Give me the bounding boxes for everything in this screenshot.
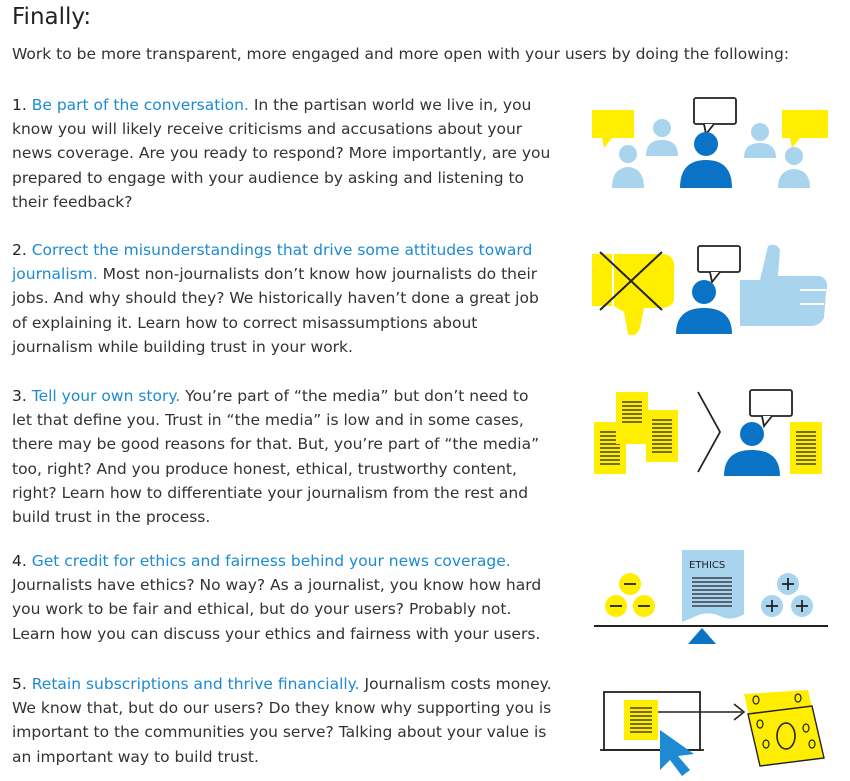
item-number: 5. (12, 675, 27, 693)
person-light-icon (646, 119, 678, 156)
person-dark-icon (724, 422, 780, 476)
thumbs-down-icon (592, 252, 674, 335)
item-number: 1. (12, 96, 27, 114)
document-icon (616, 392, 648, 444)
documents-story-illustration (588, 388, 832, 478)
computer-monitor-icon (600, 692, 704, 750)
speech-bubble-icon (750, 390, 792, 426)
money-bills-icon (744, 690, 824, 766)
document-icon (790, 422, 822, 474)
list-item-1 (12, 93, 552, 214)
plus-coin-icon (777, 573, 799, 595)
item-number: 3. (12, 387, 27, 405)
item-lead-link[interactable]: Retain subscriptions and thrive financially. (31, 675, 360, 693)
item-body: Most non-journalists don’t know how journalists do their jobs. And why should they? We historically haven’t done a great job of explaining it. Learn how to correct misassumptions about journalism while building trust in your work. (12, 265, 539, 356)
item-body: Journalists have ethics? No way? As a journalist, you know how hard you work to be fair and ethical, but do your users? Probably not. Learn how you can discuss your ethics and fairness with your users. (12, 576, 542, 643)
balance-fulcrum (688, 628, 716, 644)
person-light-icon (778, 147, 810, 188)
item-lead-link[interactable]: Tell your own story. (31, 387, 181, 405)
ethics-label: ETHICS (689, 560, 726, 571)
speech-bubble-icon (698, 246, 740, 282)
list-item-3 (12, 384, 552, 529)
item-body: In the partisan world we live in, you know you will likely receive criticisms and accusations about your news coverage. Are you ready to respond? More importantly, are you prepared to engage with your audience by asking and listening to their feedback? (12, 96, 551, 211)
page-title: Finally: (12, 4, 92, 30)
ethics-balance-illustration (592, 548, 832, 646)
speech-bubble-right-icon (782, 110, 828, 148)
list-item-4 (12, 549, 552, 646)
item-number: 2. (12, 241, 27, 259)
list-item-5 (12, 672, 552, 769)
item-lead-link[interactable]: Get credit for ethics and fairness behind your news coverage. (31, 552, 511, 570)
person-light-icon (744, 123, 776, 158)
speech-bubble-center-icon (694, 98, 736, 134)
item-body: Journalism costs money. We know that, but do our users? Do they know why supporting you is important to the communities you serve? Talking about your value is an important way to build trust. (12, 675, 552, 766)
person-light-icon (612, 145, 644, 188)
ethics-document-icon (682, 550, 744, 622)
thumbs-up-icon (740, 245, 827, 326)
minus-coin-icon (619, 573, 641, 595)
intro-text: Work to be more transparent, more engaged and more open with your users by doing the following: (12, 45, 790, 63)
item-body: You’re part of “the media” but don’t need to let that define you. Trust in “the media” is low and in some cases, there may be good reasons for that. But, you’re part of “the media” too, right? And you produce honest, ethical, trustworthy content, right? Learn how to differentiate your journalism from the rest and build trust in the process. (12, 387, 540, 527)
person-dark-icon (680, 132, 732, 188)
thumbs-down-up-illustration (588, 242, 832, 338)
document-icon (646, 410, 678, 462)
minus-coin-icon (605, 595, 627, 617)
chevron-right-icon (698, 392, 720, 472)
computer-money-illustration (598, 686, 828, 778)
speech-bubble-left-icon (592, 110, 634, 148)
person-dark-icon (676, 280, 732, 334)
plus-coin-icon (791, 595, 813, 617)
item-lead-link[interactable]: Be part of the conversation. (31, 96, 249, 114)
minus-coin-icon (633, 595, 655, 617)
plus-coin-icon (761, 595, 783, 617)
audience-conversation-illustration (588, 94, 832, 190)
item-number: 4. (12, 552, 27, 570)
list-item-2 (12, 238, 552, 359)
item-lead-link[interactable]: Correct the misunderstandings that drive some attitudes toward journalism. (12, 241, 533, 284)
